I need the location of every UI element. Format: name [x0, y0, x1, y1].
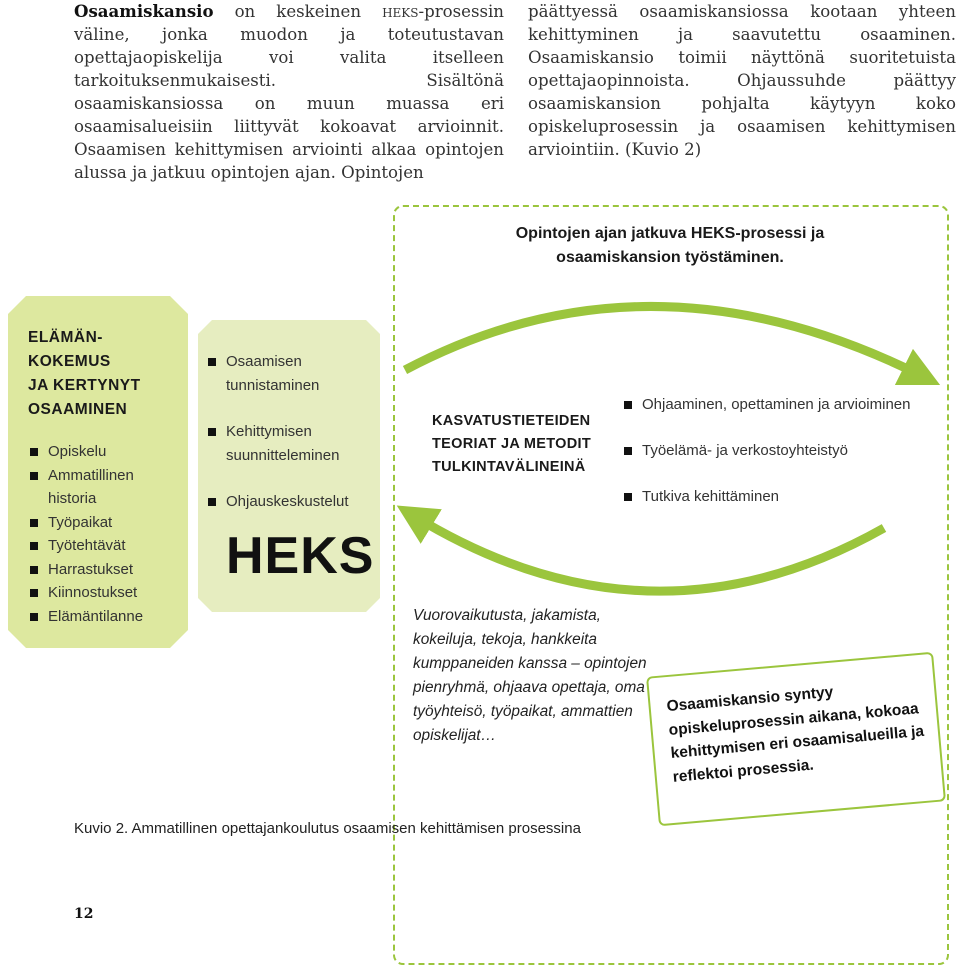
- list-item: historia: [48, 490, 97, 507]
- life-title-line: OSAAMINEN: [28, 401, 128, 418]
- body-text-right: päättyessä osaamiskansiossa kootaan yhteen kehittyminen ja saavutettu osaaminen. Osaamiskansio toimii näyttönä suoritetuista opettajaopinnoista. Ohjaussuhde päättyy osaamiskansion pohjalta käytyyn koko opiskeluprosessin ja osaamisen kehittymisen arviointiin. (Kuvio 2): [528, 2, 956, 159]
- portfolio-note-text: Osaamiskansio syntyy opiskeluprosessin aikana, kokoaa kehittymisen eri osaamisalueilla ja reflektoi prosessia.: [665, 683, 925, 786]
- life-experience-list: [28, 440, 178, 628]
- list-item: Ammatillinen: [28, 464, 178, 488]
- list-item: Osaamisen tunnistaminen: [206, 350, 376, 397]
- list-item: Elämäntilanne: [28, 605, 178, 629]
- list-item: Ohjaaminen, opettaminen ja arvioiminen: [622, 393, 952, 416]
- left-text-part2: -prosessin väline, jonka muodon ja toteutustavan opettajaopiskelija voi valita itselleen tarkoituksenmukaisesti. Sisältönä osaamiskansiossa on muun muassa eri osaamisalueisiin liittyvät kokoavat arvioinnit. Osaamisen kehittymisen arviointi alkaa opintojen alussa ja jatkuu opintojen ajan. Opintojen: [74, 2, 504, 182]
- list-item: Kiinnostukset: [28, 581, 178, 605]
- frame-title: Opintojen ajan jatkuva HEKS-prosessi ja osaamiskansion työstäminen.: [480, 222, 860, 270]
- list-item: Tutkiva kehittäminen: [622, 485, 952, 508]
- heks-heading: HEKS: [226, 527, 375, 585]
- interaction-text: Vuorovaikutusta, jakamista, kokeiluja, tekoja, hankkeita kumppaneiden kanssa – opintojen pienryhmä, ohjaava opettaja, oma työyhteisö, työpaikat, ammattien opiskelijat…: [413, 607, 647, 744]
- life-title-line: JA KERTYNYT: [28, 377, 141, 394]
- theory-label: [432, 410, 612, 479]
- portfolio-note-box: [646, 652, 946, 827]
- life-experience-title: [28, 326, 178, 422]
- left-text-part1: on keskeinen: [213, 2, 383, 21]
- list-item: Työpaikat: [28, 511, 178, 535]
- upper-arrow: [405, 306, 922, 376]
- life-title-line: ELÄMÄN-: [28, 329, 103, 346]
- life-title-line: KOKEMUS: [28, 353, 111, 370]
- heks-smallcaps: heks: [382, 2, 419, 21]
- list-item: Ohjauskeskustelut: [206, 490, 376, 514]
- page-number: 12: [74, 906, 94, 922]
- activities-list: [622, 393, 952, 531]
- theory-line: KASVATUSTIETEIDEN: [432, 413, 591, 429]
- list-item: Työtehtävät: [28, 534, 178, 558]
- figure-caption: Kuvio 2. Ammatillinen opettajankoulutus osaamisen kehittämisen prosessina: [74, 820, 581, 837]
- lead-term: Osaamiskansio: [74, 1, 214, 21]
- list-item: Työelämä- ja verkostoyhteistyö: [622, 439, 952, 462]
- list-item: Harrastukset: [28, 558, 178, 582]
- theory-line: TEORIAT JA METODIT: [432, 436, 591, 452]
- list-item: Kehittymisen suunnitteleminen: [206, 420, 376, 467]
- list-item: Opiskelu: [28, 440, 178, 464]
- heks-list: [206, 350, 376, 537]
- theory-line: TULKINTAVÄLINEINÄ: [432, 459, 586, 475]
